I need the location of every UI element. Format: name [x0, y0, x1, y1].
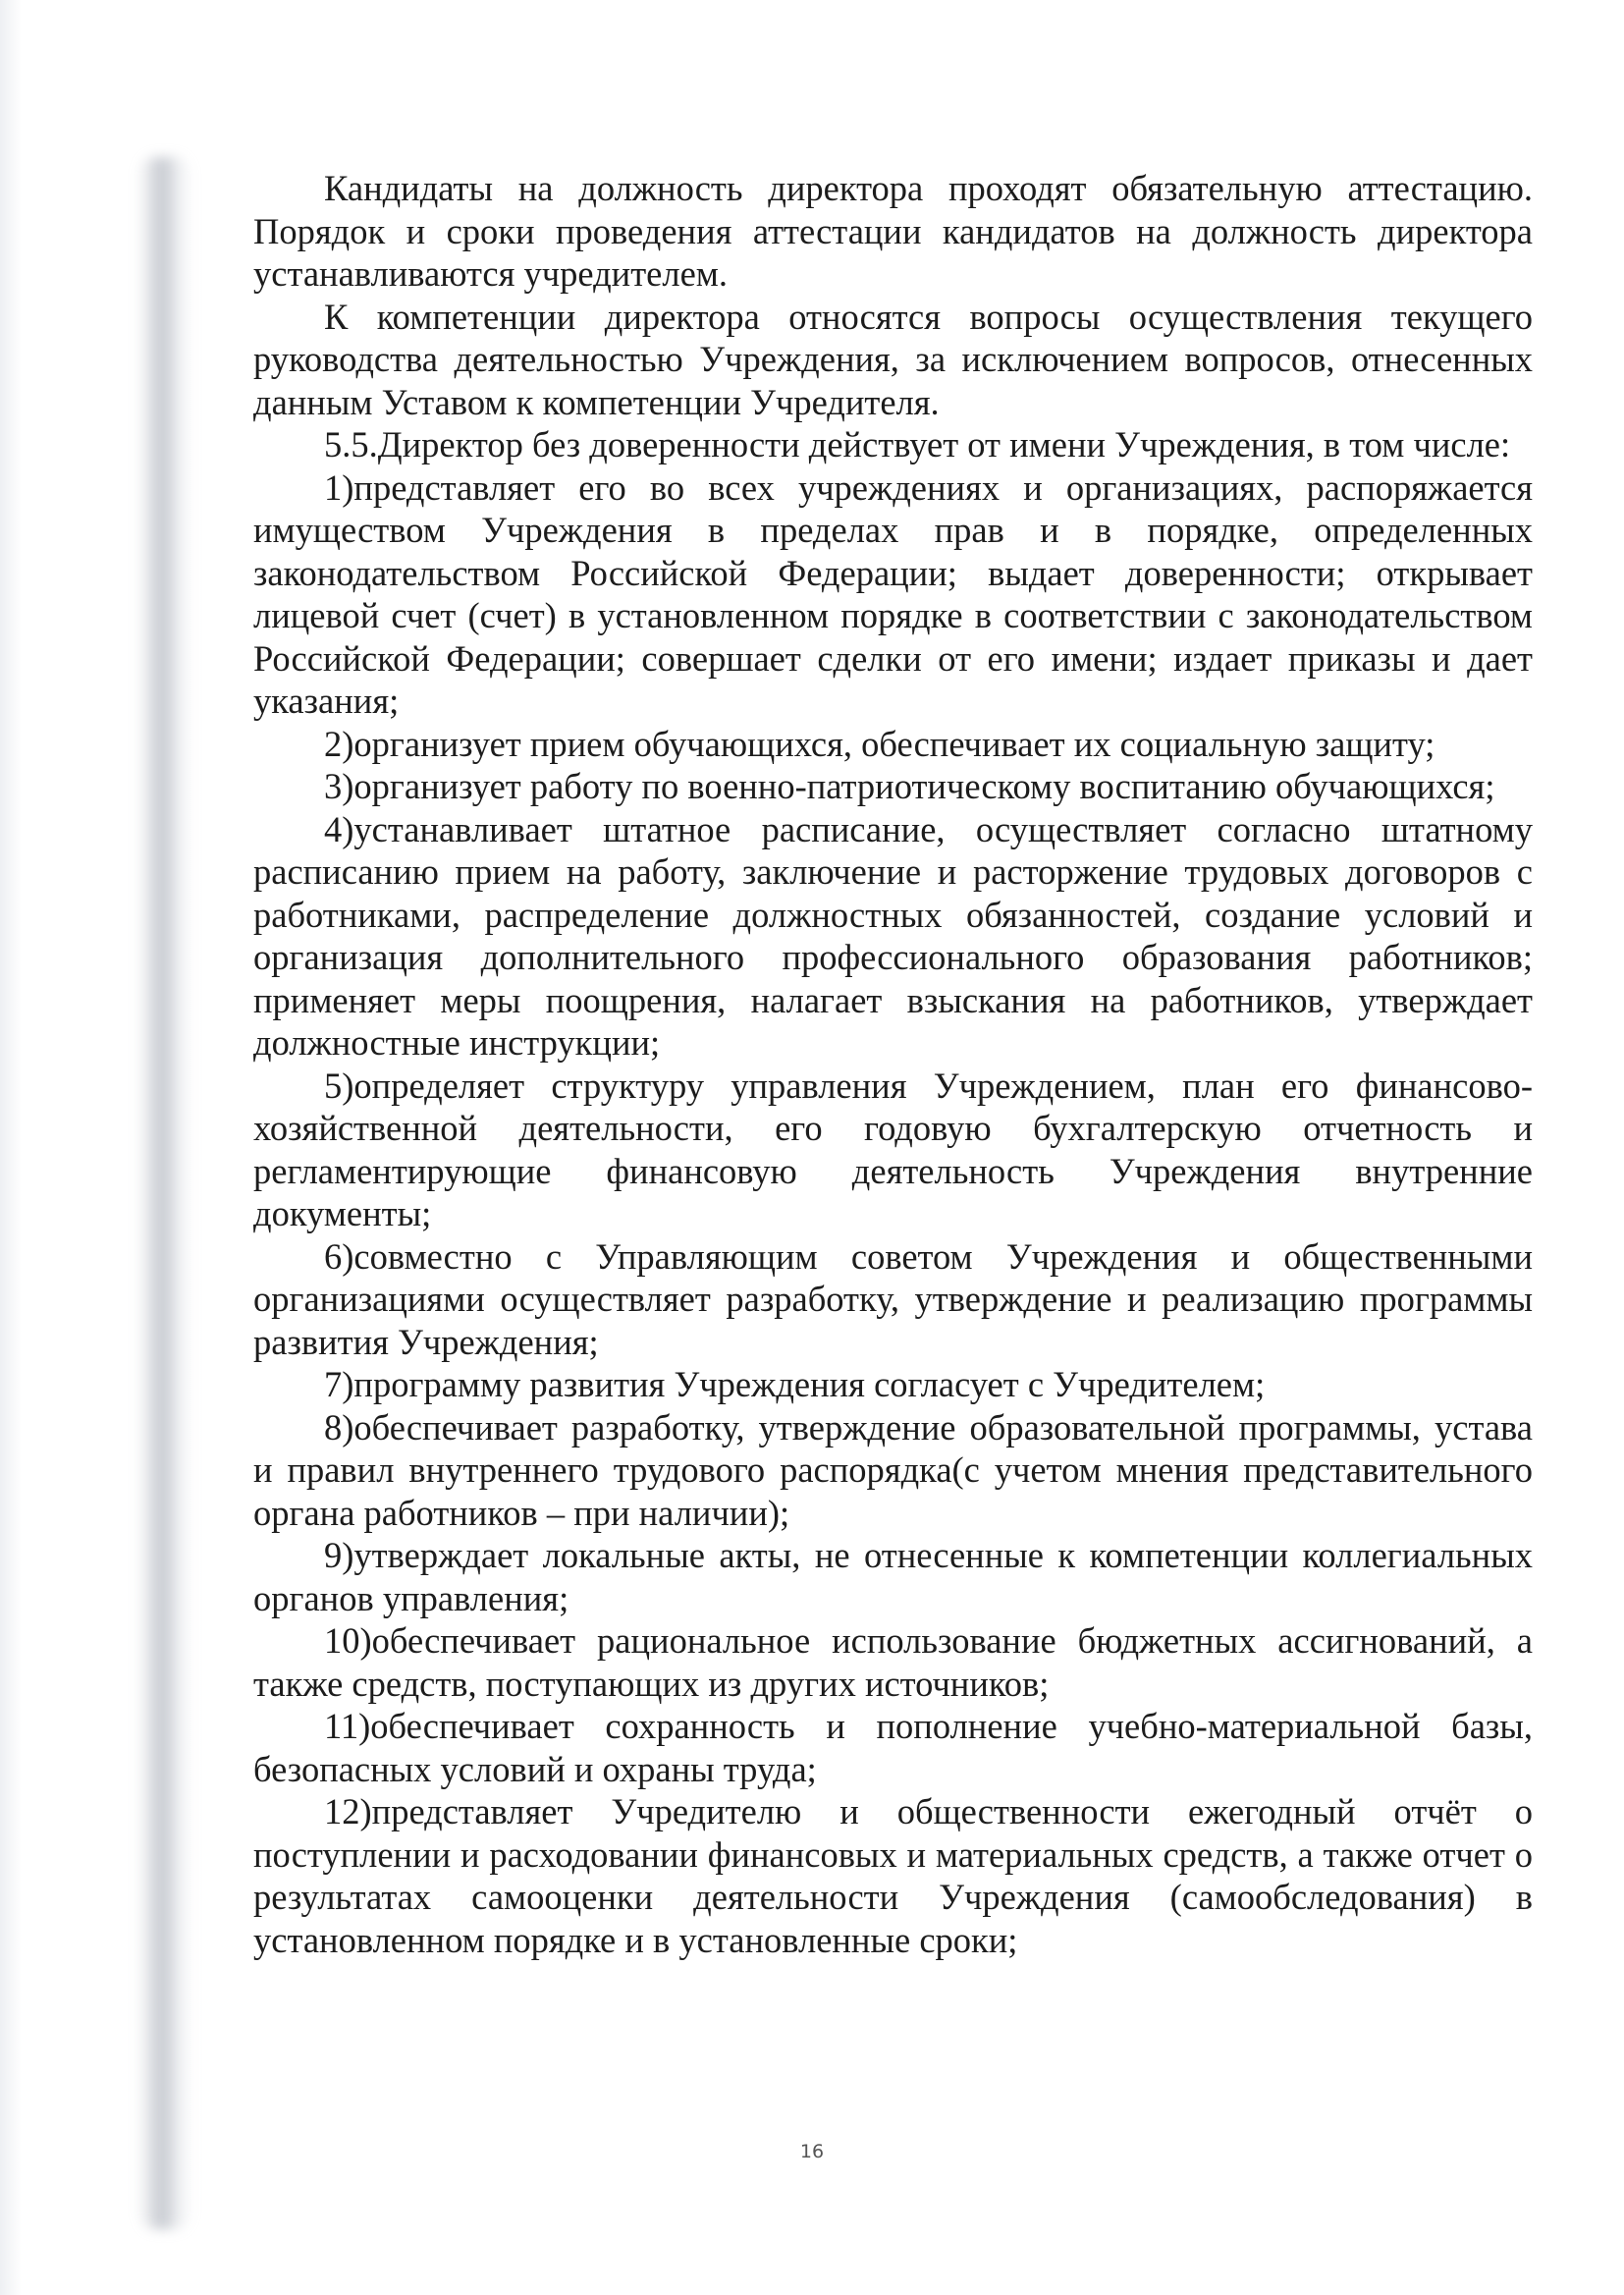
- list-item-1: 1)представляет его во всех учреждениях и организациях, распоряжается имуществом Учреждения в пределах прав и в порядке, определенных законодательством Российской Федерации; выдает доверенности; открывает лицевой счет (счет) в установленном порядке в соответствии с законодательством Российской Федерации; совершает сделки от его имени; издает приказы и дает указания;: [253, 466, 1533, 721]
- list-item-6: 6)совместно с Управляющим советом Учреждения и общественными организациями осуществляет разработку, утверждение и реализацию программы развития Учреждения;: [253, 1235, 1533, 1362]
- page-number: 16: [799, 2141, 825, 2162]
- scan-edge-shading: [0, 0, 22, 2295]
- list-item-11: 11)обеспечивает сохранность и пополнение учебно-материальной базы, безопасных условий и охраны труда;: [253, 1706, 1533, 1789]
- list-item-4: 4)устанавливает штатное расписание, осуществляет согласно штатному расписанию прием на работу, заключение и расторжение трудовых договоров с работниками, распределение должностных обязанностей, создание условий и организация дополнительного профессионального образования работников; применяет меры поощрения, налагает взыскания на работников, утверждает должностные инструкции;: [253, 808, 1533, 1063]
- document-body: [253, 167, 1533, 1961]
- list-item-9: 9)утверждает локальные акты, не отнесенные к компетенции коллегиальных органов управления;: [253, 1535, 1533, 1618]
- paragraph-attestation: Кандидаты на должность директора проходят обязательную аттестацию. Порядок и сроки проведения аттестации кандидатов на должность директора устанавливаются учредителем.: [253, 168, 1533, 294]
- paragraph-clause-5-5: 5.5.Директор без доверенности действует от имени Учреждения, в том числе:: [324, 424, 1511, 464]
- list-item-8: 8)обеспечивает разработку, утверждение образовательной программы, устава и правил внутреннего трудового распорядка(с учетом мнения представительного органа работников – при наличии);: [253, 1406, 1533, 1533]
- list-item-7: 7)программу развития Учреждения согласует с Учредителем;: [324, 1364, 1266, 1404]
- list-item-3: 3)организует работу по военно-патриотическому воспитанию обучающихся;: [324, 766, 1495, 806]
- list-item-5: 5)определяет структуру управления Учреждением, план его финансово-хозяйственной деятельности, его годовую бухгалтерскую отчетность и регламентирующие финансовую деятельность Учреждения внутренние документы;: [253, 1065, 1533, 1233]
- list-item-10: 10)обеспечивает рациональное использование бюджетных ассигнований, а также средств, поступающих из других источников;: [253, 1620, 1533, 1704]
- list-item-2: 2)организует прием обучающихся, обеспечивает их социальную защиту;: [324, 723, 1435, 764]
- scan-binding-shadow: [137, 157, 192, 2229]
- list-item-12: 12)представляет Учредителю и общественности ежегодный отчёт о поступлении и расходовании финансовых и материальных средств, а также отчет о результатах самооценки деятельности Учреждения (самообследования) в установленном порядке и в установленные сроки;: [253, 1791, 1533, 1960]
- paragraph-competence: К компетенции директора относятся вопросы осуществления текущего руководства деятельностью Учреждения, за исключением вопросов, отнесенных данным Уставом к компетенции Учредителя.: [253, 296, 1533, 422]
